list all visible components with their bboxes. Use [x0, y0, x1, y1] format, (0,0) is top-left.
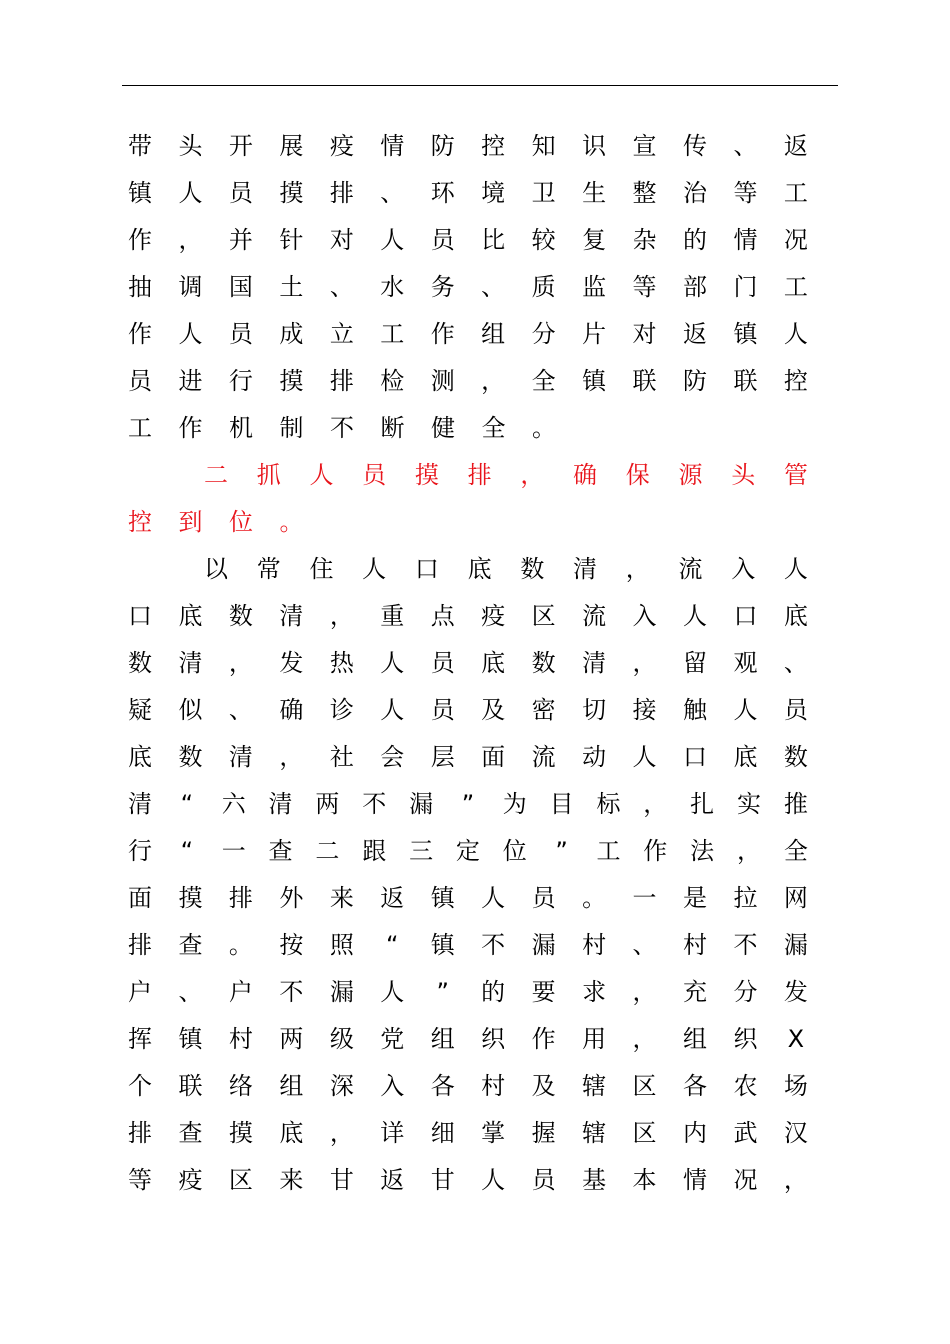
line-text: 控 到 位 。 [128, 508, 304, 536]
text-line [128, 969, 808, 1016]
text-line [128, 1157, 808, 1204]
line-text: 二 抓 人 员 摸 排 ， 确 保 源 头 管 [204, 461, 808, 489]
text-line [128, 1110, 808, 1157]
text-line [128, 875, 808, 922]
text-line [128, 687, 808, 734]
line-text: 员 进 行 摸 排 检 测 ， 全 镇 联 防 联 控 [128, 367, 808, 395]
line-text: 底 数 清 ， 社 会 层 面 流 动 人 口 底 数 [128, 743, 808, 771]
text-line [128, 546, 808, 593]
line-text: 个 联 络 组 深 入 各 村 及 辖 区 各 农 场 [128, 1072, 808, 1100]
line-text: 以 常 住 人 口 底 数 清 ， 流 入 人 [204, 555, 808, 583]
text-line [128, 593, 808, 640]
text-line [128, 123, 808, 170]
text-line [128, 1016, 808, 1063]
line-text: 排 查 摸 底 ， 详 细 掌 握 辖 区 内 武 汉 [128, 1119, 808, 1147]
line-text: 工 作 机 制 不 断 健 全 。 [128, 414, 556, 442]
text-line [128, 828, 808, 875]
line-text: 数 清 ， 发 热 人 员 底 数 清 ， 留 观 、 [128, 649, 808, 677]
line-text: 镇 人 员 摸 排 、 环 境 卫 生 整 治 等 工 [128, 179, 808, 207]
section-heading-line [128, 452, 808, 499]
line-text: 作 ， 并 针 对 人 员 比 较 复 杂 的 情 况 [128, 226, 808, 254]
text-line [128, 170, 808, 217]
text-line [128, 781, 808, 828]
text-line [128, 405, 808, 452]
header-rule [122, 85, 838, 86]
line-text: 清 “ 六 清 两 不 漏 ” 为 目 标 ， 扎 实 推 [128, 790, 808, 818]
document-body [128, 123, 808, 1204]
line-text: 疑 似 、 确 诊 人 员 及 密 切 接 触 人 员 [128, 696, 808, 724]
text-line [128, 734, 808, 781]
line-text: 挥 镇 村 两 级 党 组 织 作 用 ， 组 织 X [128, 1025, 805, 1053]
line-text: 等 疫 区 来 甘 返 甘 人 员 基 本 情 况 ， [128, 1166, 808, 1194]
line-text: 面 摸 排 外 来 返 镇 人 员 。 一 是 拉 网 [128, 884, 808, 912]
text-line [128, 358, 808, 405]
text-line [128, 217, 808, 264]
text-line [128, 640, 808, 687]
line-text: 排 查 。 按 照 “ 镇 不 漏 村 、 村 不 漏 [128, 931, 808, 959]
section-heading-line [128, 499, 808, 546]
line-text: 口 底 数 清 ， 重 点 疫 区 流 入 人 口 底 [128, 602, 808, 630]
text-line [128, 1063, 808, 1110]
text-line [128, 922, 808, 969]
text-line [128, 311, 808, 358]
text-line [128, 264, 808, 311]
line-text: 作 人 员 成 立 工 作 组 分 片 对 返 镇 人 [128, 320, 808, 348]
line-text: 户 、 户 不 漏 人 ” 的 要 求 ， 充 分 发 [128, 978, 808, 1006]
line-text: 带 头 开 展 疫 情 防 控 知 识 宣 传 、 返 [128, 132, 808, 160]
line-text: 行 “ 一 查 二 跟 三 定 位 ” 工 作 法 ， 全 [128, 837, 808, 865]
line-text: 抽 调 国 土 、 水 务 、 质 监 等 部 门 工 [128, 273, 808, 301]
